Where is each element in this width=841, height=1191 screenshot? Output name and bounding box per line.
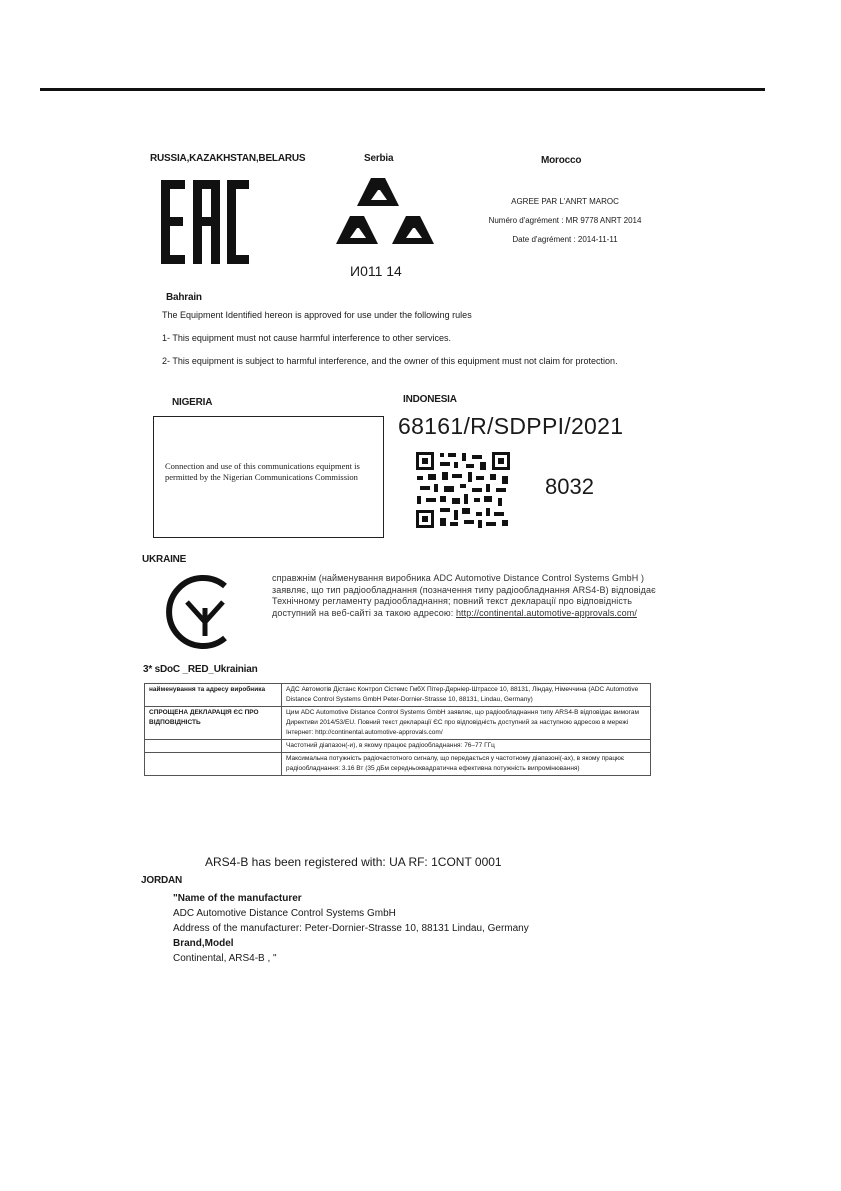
table-row	[145, 753, 651, 776]
bahrain-line: 2- This equipment is subject to harmful interference, and the owner of this equipment must not claim for protection.	[162, 356, 618, 366]
table-cell: АДС Автомотів Дістанс Контрол Сістемс ГмбХ Пітер-Дерніер-Штрассе 10, 88131, Ліндау, Німеччина (ADC Automotive Distance Control Systems GmbH Peter-Dornier-Strasse 10, 88131, Lindau, Germany)	[282, 684, 651, 707]
bahrain-line: The Equipment Identified hereon is approved for use under the following rules	[162, 310, 472, 320]
russia-label: RUSSIA,KAZAKHSTAN,BELARUS	[150, 153, 306, 164]
morocco-line: AGREE PAR L'ANRT MAROC	[511, 197, 619, 206]
qr-code-icon	[414, 450, 512, 530]
ukraine-approvals-link[interactable]: http://continental.automotive-approvals.com/	[455, 607, 637, 618]
sdoc-table	[144, 683, 651, 776]
jordan-label: JORDAN	[141, 875, 183, 886]
sdoc-label: 3* sDoC _RED_Ukrainian	[143, 664, 258, 675]
serbia-code: И011 14	[350, 263, 402, 279]
table-cell	[145, 753, 282, 776]
morocco-line: Date d'agrément : 2014-11-11	[512, 235, 618, 244]
table-row	[145, 740, 651, 753]
table-cell	[145, 740, 282, 753]
morocco-approval	[470, 192, 660, 249]
serbia-label: Serbia	[364, 153, 394, 164]
indonesia-number: 68161/R/SDPPI/2021	[398, 413, 624, 439]
table-cell: Частотний діапазон(-и), в якому працює радіообладнання: 76–77 ГГц	[282, 740, 651, 753]
bahrain-label: Bahrain	[166, 292, 202, 303]
bahrain-rules	[162, 308, 682, 377]
table-cell: СПРОЩЕНА ДЕКЛАРАЦІЯ ЄС ПРО ВІДПОВІДНІСТЬ	[145, 707, 282, 740]
ukraine-label: UKRAINE	[142, 554, 187, 565]
header-rule	[40, 88, 765, 91]
manufacturer-address: Address of the manufacturer: Peter-Dornier-Strasse 10, 88131 Lindau, Germany	[173, 923, 529, 934]
ukraine-declaration	[272, 573, 664, 619]
eac-mark-icon	[161, 180, 249, 264]
nigeria-text: Connection and use of this communications equipment is permitted by the Nigerian Communications Commission	[165, 461, 360, 482]
table-cell: Цим ADC Automotive Distance Control Systems GmbH заявляє, що радіообладнання типу ARS4-B відповідає вимогам Директиви 2014/53/EU. Повний текст декларації ЄС про відповідність доступний за наступною адресою в мережі Інтернет: http://continental.automotive-approvals.com/	[282, 707, 651, 740]
table-cell: Максимальна потужність радіочастотного сигналу, що передається у частотному діапазоні(-ах), в якому працює радіообладнання: 3.16 Вт (35 дБм середньоквадратична ефективна потужність випромінювання)	[282, 753, 651, 776]
table-row	[145, 684, 651, 707]
brand-model-value: Continental, ARS4-B , "	[173, 953, 277, 964]
morocco-label: Morocco	[541, 155, 582, 166]
indonesia-label: INDONESIA	[403, 394, 457, 405]
indonesia-code: 8032	[545, 474, 594, 499]
ua-registration: ARS4-B has been registered with: UA RF: 1CONT 0001	[205, 855, 502, 869]
table-cell: найменування та адресу виробника	[145, 684, 282, 707]
jordan-manufacturer-info	[165, 891, 725, 966]
nigeria-label: NIGERIA	[172, 397, 213, 408]
ukraine-conformity-mark-icon	[163, 572, 241, 652]
manufacturer-name: ADC Automotive Distance Control Systems GmbH	[173, 908, 396, 919]
brand-model-heading: Brand,Model	[173, 938, 234, 949]
manufacturer-heading: "Name of the manufacturer	[173, 893, 302, 904]
morocco-line: Numéro d'agrément : MR 9778 ANRT 2014	[488, 216, 642, 225]
table-row	[145, 707, 651, 740]
serbia-conformity-mark-icon	[333, 178, 437, 264]
bahrain-line: 1- This equipment must not cause harmful interference to other services.	[162, 333, 451, 343]
ukraine-declaration-text: справжнім (найменування виробника ADC Automotive Distance Control Systems GmbH ) заявляє, що тип радіообладнання (позначення типу радіообладнання ARS4-B) відповідає Технічному регламенту радіообладнання; повний текст декларації про відповідність доступний на веб-сайті за такою адресою:	[272, 573, 656, 618]
